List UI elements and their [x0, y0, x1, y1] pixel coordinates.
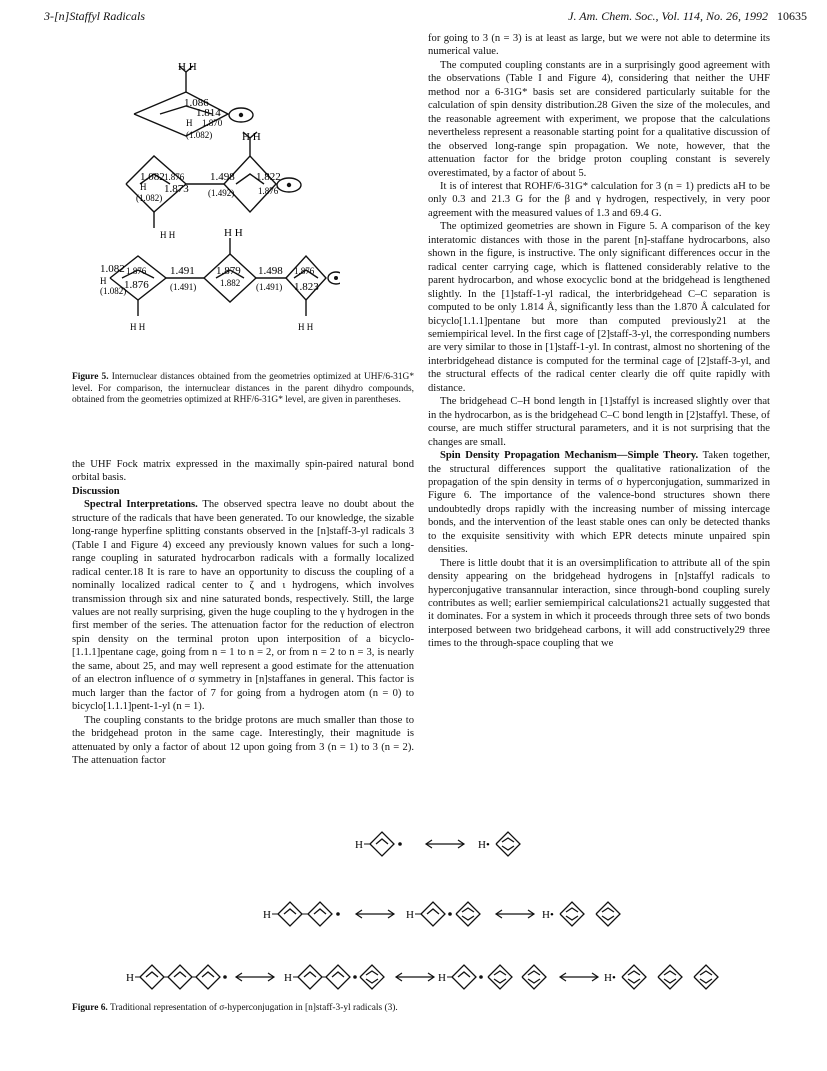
left-paragraph-1-text: The observed spectra leave no doubt about the structure of the radicals that have been generated. To our knowledge, the sizable long-range hyperfine splitting constants observed in the [n]staff-3-yl radicals 3 (Table I and Figure 4) exceed any previously known values for such a long-range coupling in saturated hydrocarbon radicals with a formally localized radical center.18 It is rare to have an opportunity to discuss the coupling of a nominally localized radical center to ζ and ι hydrogens, which involves transmission through six and nine saturated bonds, respectively. Still, the large values are not really surprising, given the huge coupling to the γ hydrogen in the first member of the series. The attenuation factor for the reduction of electron spin density on the terminal proton upon interposition of a bicyclo-[1.1.1]pentane cage, going from n = 1 to n = 2, or from n = 2 to n = 3, is nearly the same, about 25, and may well represent a good estimate for the attenuation of an electron influence of σ symmetry in [n]staffanes in general. This factor is much larger than the factor of 7 for going from a hydrogen atom (n = 0) to bicyclo[1.1.1]pent-1-yl (n = 1). — [72, 499, 415, 713]
m2-d2: 1.876 — [164, 172, 185, 182]
run-in-heading-spectral: Spectral Interpretations. — [84, 499, 198, 511]
m3-d6: (1.491) — [170, 282, 197, 292]
right-paragraph-1: The computed coupling constants are in a surprisingly good agreement with the observations (Table I and Figure 4), considering that neither the UHF method nor a 6-31G* basis set are considered particularly suitable for the calculation of spin density distribution.28 Given the size of the molecules, and the reasonable agreement with experiment, we propose that the calculations nevertheless represent a reasonable starting point for a qualitative discussion of the observed long-range spin propagation. We note, however, that the attenuation factor for the bridge proton coupling constant is severely overestimated, by a factor of about 5. — [428, 59, 770, 179]
m3-h: H — [100, 276, 107, 286]
fig6-r1-h: H — [355, 839, 363, 851]
m3-h-bot1: H H — [130, 322, 146, 332]
figure-5-caption — [72, 372, 414, 407]
right-paragraph-6: There is little doubt that it is an oversimplification to attribute all of the spin density appearing on the bridgehead hydrogens in [n]staffyl radicals to hyperconjugative transannular interaction, since through-bond coupling surely contributes as well; earlier semiempirical calculations21 actually suggested that it dominates. For a system in which it proceeds through three sets of two bonds interposed between two bridgehead carbons, it will add constructively29 three times to the through-space coupling that we — [428, 557, 770, 650]
m2-d1: 1.082 — [140, 171, 165, 183]
m3-h-bot2: H H — [298, 322, 314, 332]
m3-d2: 1.876 — [126, 266, 147, 276]
fig6-r3-hdot: H• — [604, 972, 616, 984]
m2-d7: 1.822 — [256, 171, 281, 183]
fig6-r3-h: H — [126, 972, 134, 984]
m1-h-top: H H — [178, 61, 197, 73]
figure-6-resonance-structures — [70, 826, 790, 1002]
figure-6-label: Figure 6. — [72, 1003, 108, 1013]
m3-d11: 1.876 — [294, 266, 315, 276]
m3-d4: (1.082) — [100, 286, 127, 296]
m2-h-top: H H — [242, 131, 261, 143]
page-number: 10635 — [777, 9, 807, 23]
m1-d4: (1.082) — [186, 130, 213, 140]
right-paragraph-4: The bridgehead C–H bond length in [1]staffyl is increased slightly over that in the hydrocarbon, as is the bridgehead C–C bond length in [2]staffyl. These, of course, are much stiffer structural parameters, and it is not surprising that the changes are small. — [428, 396, 770, 448]
m2-d4: (1.082) — [136, 193, 163, 203]
left-paragraph-2: The coupling constants to the bridge protons are much smaller than those to the bridgehead proton in the same cage. Interestingly, their magnitude is attenuated by only a factor of about 12 upon going from 3 (n = 1) to 3 (n = 2). The attenuation factor — [72, 714, 414, 766]
fig6-r3-h2: H — [284, 972, 292, 984]
figure-6-caption — [72, 1003, 772, 1015]
fig6-r1-hdot: H• — [478, 839, 490, 851]
fig6-r2-hdot: H• — [542, 909, 554, 921]
figure-6-caption-text: Traditional representation of σ-hyperconjugation in [n]staff-3-yl radicals (3). — [109, 1003, 398, 1013]
m3-d10: (1.491) — [256, 282, 283, 292]
figure-5-label: Figure 5. — [72, 372, 109, 382]
m3-d8: 1.882 — [220, 278, 241, 288]
right-paragraph-2: It is of interest that ROHF/6-31G* calculation for 3 (n = 1) predicts aH to be only 0.3 and 21.3 G for the β and γ hydrogen, respectively, in very poor agreement with the measured values of 1.3 and 69.4 G. — [428, 180, 770, 219]
fig6-r3-h3: H — [438, 972, 446, 984]
m1-h: H — [186, 118, 193, 128]
m3-d3: 1.876 — [124, 279, 149, 291]
m2-d3: 1.873 — [164, 183, 189, 195]
m3-d9: 1.498 — [258, 265, 283, 277]
right-column — [428, 32, 770, 651]
m3-d5: 1.491 — [170, 265, 195, 277]
right-paragraph-5-text: Taken together, the structural differences support the qualitative rationalization of the propagation of the spin density in terms of σ hyperconjugation, summarized in Figure 6. The importance of the valence-bond structures shown there undoubtedly drops rapidly with the increasing number of missing intercage bonds, and the intervention of the least stable ones can only be detected thanks to the exquisite sensitivity with which EPR detects minute unpaired spin densities. — [428, 450, 770, 556]
figure-5-structures — [100, 60, 340, 370]
running-header-left: 3-[n]Staffyl Radicals — [44, 9, 145, 23]
right-paragraph-5 — [428, 449, 770, 557]
left-paragraph-0: the UHF Fock matrix expressed in the maximally spin-paired natural bond orbital basis. — [72, 459, 414, 484]
running-header-right — [568, 9, 807, 24]
figure-5-caption-text: Internuclear distances obtained from the geometries optimized at UHF/6-31G* level. For comparison, the internuclear distances in the parent dihydro compounds, obtained from the geometries optimized at RHF/6-31G* level, are given in parentheses. — [72, 372, 415, 405]
m1-d1: 1.086 — [184, 97, 209, 109]
fig6-r2-h2: H — [406, 909, 414, 921]
run-in-heading-spin: Spin Density Propagation Mechanism—Simple Theory. — [440, 450, 699, 462]
section-heading-discussion: Discussion — [72, 485, 120, 497]
m2-h-bot: H H — [160, 230, 176, 240]
m2-d6: (1.492) — [208, 188, 235, 198]
m3-h-top: H H — [224, 227, 243, 239]
m2-d8: 1.876 — [258, 186, 279, 196]
left-paragraph-1 — [72, 498, 414, 713]
journal-citation: J. Am. Chem. Soc., Vol. 114, No. 26, 1992 — [568, 9, 768, 23]
m3-d1: 1.082 — [100, 263, 125, 275]
left-column — [72, 458, 414, 767]
m2-h: H — [140, 182, 147, 192]
m3-d7: 1.879 — [216, 265, 241, 277]
m1-d2: 1.814 — [196, 107, 221, 119]
right-paragraph-3: The optimized geometries are shown in Figure 5. A comparison of the key interatomic distances with those in the parent [n]-staffane hydrocarbons, also shown in the figure, is instructive. The only significant differences occur in the radical center carrying cage, which is flattened considerably relative to the parent hydrocarbon, and whose exocyclic bond at the bridgehead is lengthened slightly. In the [1]staff-1-yl radical, the interbridgehead C–C separation is computed to be only 1.814 Å, significantly less than the 1.870 Å calculated for bicyclo[1.1.1]pentane but more than computed previously21 at the semiempirical level. In the first cage of [2]staff-3-yl, the corresponding numbers are very similar to those in [1]staff-1-yl. In contrast, almost no shortening of the interbridgehead distance is computed for the terminal cage of [2]staff-3-yl, and the structural effects of the radical center clearly die off quite rapidly with distance. — [428, 221, 770, 394]
m2-d5: 1.498 — [210, 171, 235, 183]
m1-d3: 1.870 — [202, 118, 223, 128]
right-paragraph-0: for going to 3 (n = 3) is at least as large, but we were not able to determine its numerical value. — [428, 33, 770, 58]
m3-d12: 1.823 — [294, 281, 319, 293]
fig6-r2-h: H — [263, 909, 271, 921]
